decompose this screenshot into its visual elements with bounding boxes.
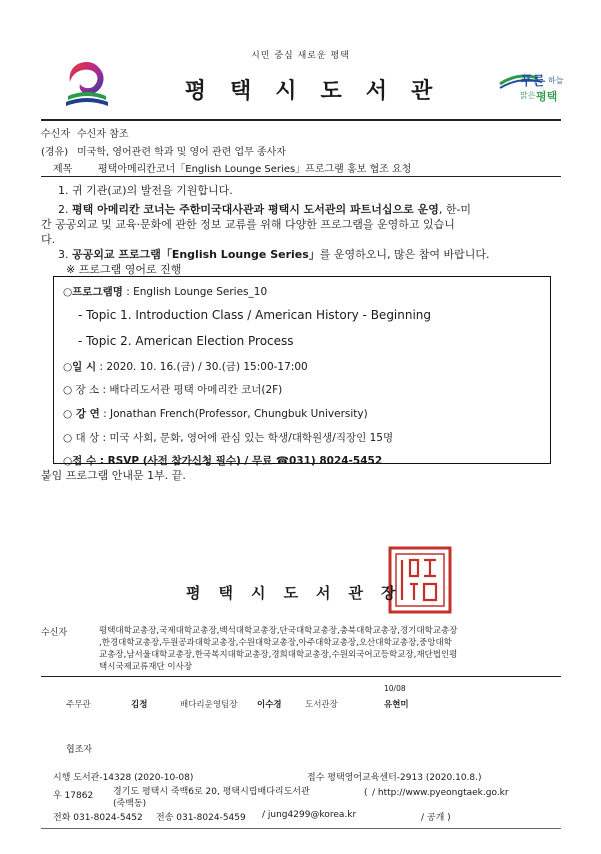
date-label: ○일 시 [63, 361, 97, 373]
p3-num: 3. [58, 248, 72, 261]
approval-date: 10/08 [384, 684, 406, 693]
fax-number: 전송 031-8024-5459 [156, 813, 246, 823]
subject-label: 제목 [53, 164, 73, 175]
subject-value: 평택아메리칸코너「English Lounge Series」프로그램 홍보 협조 요청 [98, 164, 412, 175]
brand-small: 하늘 [548, 76, 564, 85]
program-name-value: : English Lounge Series_10 [126, 286, 268, 298]
p2-num: 2. [58, 203, 72, 216]
approver-name-1: 김정 [131, 700, 148, 710]
p3-bold: 공공외교 프로그램「English Lounge Series」 [72, 248, 320, 261]
date-value: : 2020. 10. 16.(금) / 30.(금) 15:00-17:00 [99, 361, 308, 373]
zip-code: 우 17862 [53, 791, 94, 801]
recipients-line-4: 택시국제교류재단 이사장 [99, 662, 193, 672]
target-value: : 미국 사회, 문화, 영어에 관심 있는 학생/대학원생/직장인 15명 [102, 432, 394, 444]
footer-divider [41, 828, 561, 829]
topic-2: - Topic 2. American Election Process [78, 334, 294, 348]
attachment-note: 붙임 프로그램 안내문 1부. 끝. [41, 469, 186, 482]
approver-name-2: 이수경 [257, 700, 282, 710]
recipient-value: 수신자 참조 [77, 129, 129, 140]
p3-rest: 를 운영하오니, 많은 참여 바랍니다. [319, 248, 490, 261]
apply-value: : RSVP (사전 참가신청 필수) / 무료 ☎031) 8024-5452 [99, 455, 383, 467]
paragraph-3 [58, 246, 490, 262]
program-date [63, 359, 308, 374]
program-name-label: ○프로그램명 [63, 286, 123, 298]
recipients-label: 수신자 [41, 628, 68, 638]
speaker-label: ○ 강 연 [63, 408, 100, 420]
approver-role-3: 도서관장 [305, 700, 338, 710]
sender-title: 평택시도서관장 [186, 584, 414, 602]
brand-line2b: 평택 [536, 90, 558, 103]
topic-1: - Topic 1. Introduction Class / American History - Beginning [78, 308, 432, 322]
address-line-2: (죽백동) [113, 799, 147, 809]
p2-bold: 평택 아메리칸 코너는 주한미국대사관과 평택시 도서관의 파트너십으로 운영 [72, 203, 439, 216]
recipients-divider [41, 676, 561, 677]
program-name [63, 284, 267, 299]
homepage-paren: ( [364, 788, 368, 798]
paragraph-2-line2: 간 공공외교 및 교육·문화에 관한 정보 교류를 위해 다양한 프로그램을 운영하고 있습니 [41, 218, 455, 231]
official-seal [388, 546, 452, 614]
header-divider [41, 119, 561, 121]
target-label: ○ 대 상 [63, 432, 100, 444]
via-value: 미국학, 영어관련 학과 및 영어 관련 업무 종사자 [77, 147, 286, 158]
approver-role-2: 배다리운영팀장 [180, 700, 238, 710]
doc-number: 시행 도서관-14328 (2020-10-08) [53, 773, 194, 783]
email-address[interactable]: / jung4299@korea.kr [262, 810, 357, 820]
paragraph-2 [58, 201, 471, 217]
homepage-link[interactable]: / http://www.pyeongtaek.go.kr [372, 788, 509, 798]
brand-line2a: 맑은 [520, 91, 536, 100]
receipt-number: 접수 평택영어교육센터-2913 (2020.10.8.) [307, 773, 482, 783]
brand-logo [498, 68, 568, 108]
program-apply [63, 453, 382, 468]
english-note: ※ 프로그램 영어로 진행 [66, 263, 182, 276]
place-value: : 배다리도서관 평택 아메리칸 코너(2F) [102, 384, 283, 396]
speaker-value: : Jonathan French(Professor, Chungbuk University) [103, 408, 368, 420]
recipients-line-2: ,한경대학교총장,두원공과대학교총장,수원대학교총장,아주대학교총장,오산대학교총장,중앙대학 [99, 638, 452, 648]
recipients-line-3: 교총장,남서울대학교총장,한국복지대학교총장,경희대학교총장,수원외국어고등학교장,재단법인평 [99, 650, 458, 660]
place-label: ○ 장 소 [63, 384, 100, 396]
program-target [63, 430, 393, 445]
paragraph-2-line3: 다. [41, 233, 56, 246]
address-line-1: 경기도 평택시 죽백6로 20, 평택시립배다리도서관 [113, 787, 310, 797]
approver-role-1: 주무관 [66, 700, 91, 710]
program-place [63, 382, 282, 397]
program-speaker [63, 406, 368, 421]
phone-number: 전화 031-8024-5452 [53, 813, 143, 823]
brand-big: 푸른 [520, 74, 546, 89]
slogan: 시민 중심 새로운 평택 [251, 51, 350, 61]
p2-rest: , 한-미 [438, 203, 472, 216]
org-title: 평택시도서관 [184, 79, 457, 104]
approver-name-3: 유현미 [384, 700, 409, 710]
recipient-label: 수신자 [41, 129, 70, 140]
subject-divider [41, 176, 561, 177]
disclosure-status: / 공개 ) [421, 813, 451, 823]
paragraph-1: 1. 귀 기관(교)의 발전을 기원합니다. [58, 184, 233, 197]
cooperator-label: 협조자 [66, 745, 93, 755]
apply-label: ○접 수 [63, 455, 97, 467]
via-label: (경유) [41, 147, 69, 158]
recipients-line-1: 평택대학교총장,국제대학교총장,백석대학교총장,단국대학교총장,충북대학교총장,경기대학교총장 [99, 626, 458, 636]
